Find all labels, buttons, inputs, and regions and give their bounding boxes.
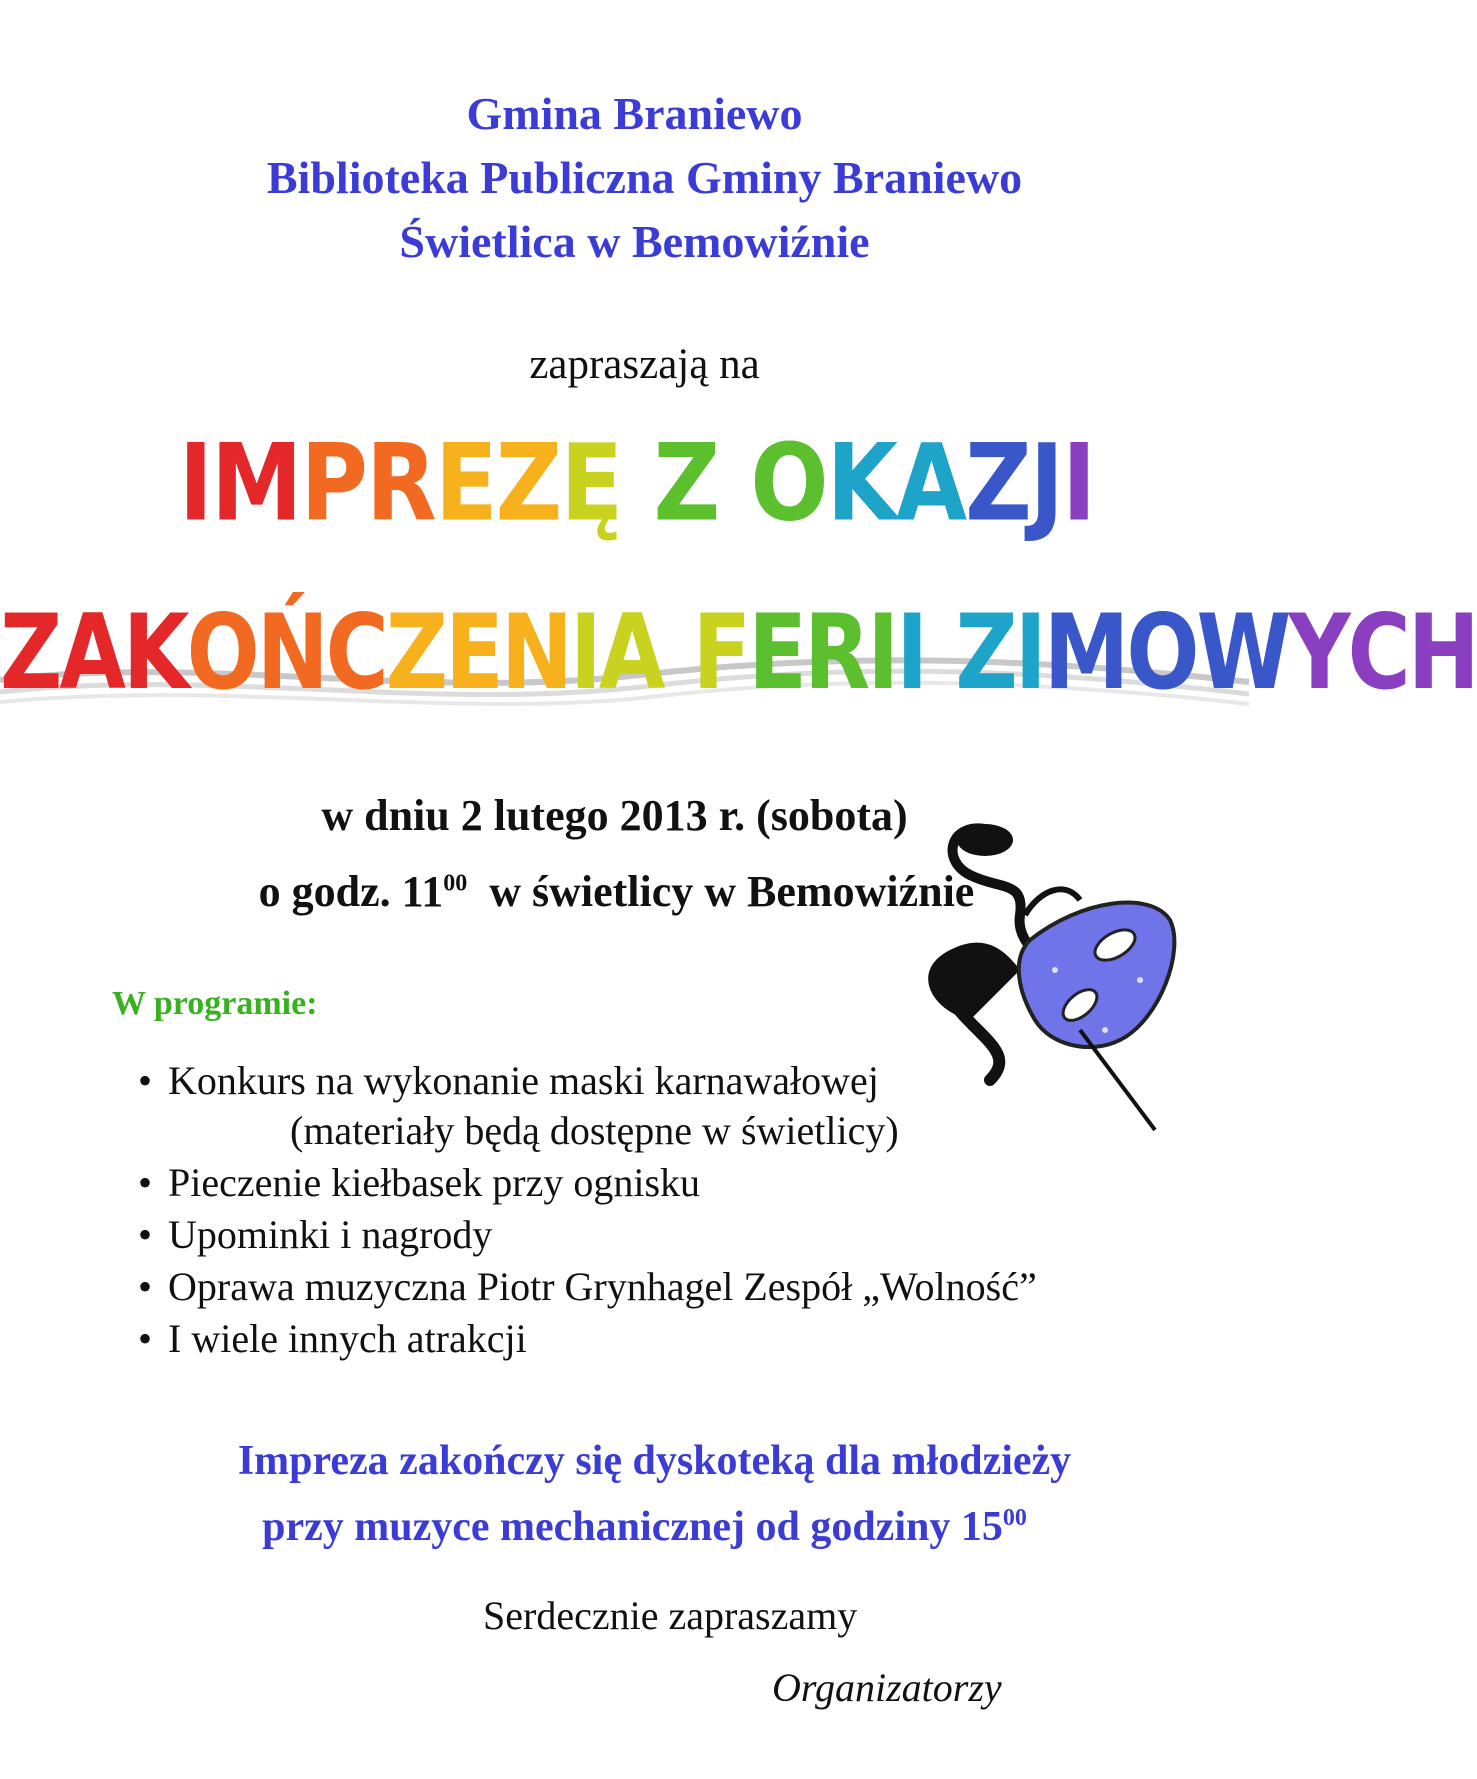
organizer-community-room: Świetlica w Bemowiźnie bbox=[399, 216, 870, 267]
organizer-gmina: Gmina Braniewo bbox=[466, 88, 803, 139]
event-place: w świetlicy w Bemowiźnie bbox=[489, 867, 975, 916]
list-item bbox=[138, 1209, 1037, 1261]
program-item-text: Oprawa muzyczna Piotr Grynhagel Zespół „Wolność” bbox=[168, 1264, 1037, 1309]
closing-line-2 bbox=[20, 1490, 1269, 1555]
program-item-text: (materiały będą dostępne w świetlicy) bbox=[290, 1108, 899, 1153]
program-label: W programie: bbox=[112, 985, 318, 1022]
list-item bbox=[138, 1157, 1037, 1209]
list-item bbox=[138, 1055, 1037, 1107]
bullet-icon: • bbox=[138, 1316, 153, 1361]
program-item-text: Konkurs na wykonanie maski karnawałowej bbox=[168, 1058, 879, 1103]
closing-line-1: Impreza zakończy się dyskoteką dla młodzieży bbox=[237, 1438, 1072, 1484]
list-item bbox=[138, 1105, 1037, 1157]
headline-line-1: IMPREZĘ Z OKAZJI bbox=[178, 421, 1095, 546]
program-item-text: Upominki i nagrody bbox=[168, 1212, 493, 1257]
bullet-icon: • bbox=[138, 1264, 153, 1309]
list-item bbox=[138, 1261, 1037, 1313]
event-time-minutes: 00 bbox=[443, 870, 468, 897]
list-item bbox=[138, 1313, 1037, 1365]
bullet-icon: • bbox=[138, 1212, 153, 1257]
invite-text: zapraszają na bbox=[529, 341, 760, 388]
signature: Organizatorzy bbox=[772, 1665, 1002, 1710]
program-list bbox=[138, 1055, 1037, 1365]
organizer-library: Biblioteka Publiczna Gminy Braniewo bbox=[266, 152, 1023, 203]
program-item-text: Pieczenie kiełbasek przy ognisku bbox=[168, 1160, 701, 1205]
closing-time-text: przy muzyce mechanicznej od godziny 15 bbox=[262, 1504, 1003, 1550]
bullet-icon: • bbox=[138, 1160, 153, 1205]
event-time: o godz. 11 bbox=[258, 867, 444, 916]
bullet-icon: • bbox=[138, 1058, 153, 1103]
program-item-text: I wiele innych atrakcji bbox=[168, 1316, 527, 1361]
event-date: w dniu 2 lutego 2013 r. (sobota) bbox=[321, 791, 908, 840]
greeting: Serdecznie zapraszamy bbox=[483, 1593, 858, 1638]
headline-line-2: ZAKOŃCZENIA FERII ZIMOWYCH bbox=[0, 593, 1477, 713]
closing-time-minutes: 00 bbox=[1002, 1505, 1027, 1531]
